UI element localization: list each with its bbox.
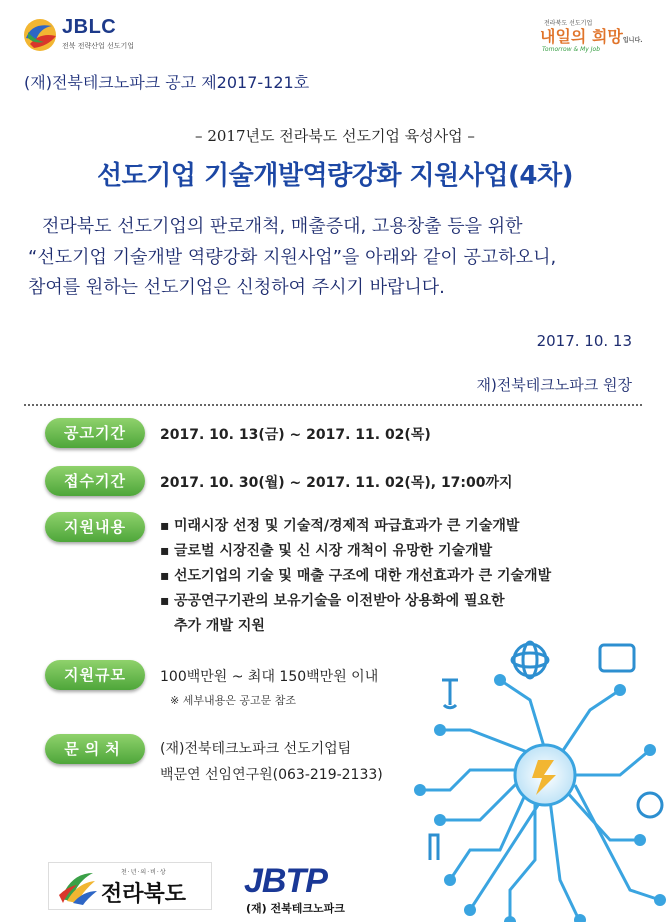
intro-line-3: 참여를 원하는 선도기업은 신청하여 주시기 바랍니다. xyxy=(28,277,445,299)
jeonbuk-slogan: 천·년·의·비·상 xyxy=(121,869,167,876)
list-item: ▪ 선도기업의 기술 및 매출 구조에 대한 개선효과가 큰 기술개발 xyxy=(160,566,650,591)
dotted-divider xyxy=(24,404,642,406)
slogan-logo xyxy=(540,16,650,56)
jeonbuk-swoosh-icon xyxy=(57,869,97,905)
intro-line-2: “선도기업 기술개발 역량강화 지원사업”을 아래와 같이 공고하오니, xyxy=(28,246,557,268)
jblc-swirl-icon xyxy=(22,18,58,52)
slogan-english: Tomorrow & My Job xyxy=(542,46,600,53)
slogan-small-text: 전라북도 선도기업 xyxy=(544,20,593,27)
support-scale-note: ※ 세부내용은 공고문 참조 xyxy=(170,694,296,707)
contact-line-2: 백문연 선임연구원(063-219-2133) xyxy=(160,767,383,783)
application-period-value: 2017. 10. 30(월) ~ 2017. 11. 02(목), 17:00까지 xyxy=(160,475,513,491)
slogan-main: 내일의 희망 xyxy=(540,27,623,46)
support-content-list xyxy=(160,516,650,641)
notice-date: 2017. 10. 13 xyxy=(536,332,632,350)
jbtp-subtitle: (재) 전북테크노파크 xyxy=(246,902,345,915)
slogan-suffix: 입니다. xyxy=(622,37,643,44)
jeonbuk-name: 전라북도 xyxy=(101,882,187,907)
page-subtitle: – 2017년도 전라북도 선도기업 육성사업 – xyxy=(195,127,475,145)
support-scale-value: 100백만원 ~ 최대 150백만원 이내 xyxy=(160,669,379,685)
jblc-logo xyxy=(22,16,142,56)
jeonbuk-logo xyxy=(48,862,212,910)
page-header xyxy=(0,0,670,62)
application-period-label: 접수기간 xyxy=(45,466,145,496)
support-scale-label: 지원규모 xyxy=(45,660,145,690)
intro-paragraph xyxy=(28,212,648,304)
list-item: ▪ 글로벌 시장진출 및 신 시장 개척이 유망한 기술개발 xyxy=(160,541,650,566)
list-item: ▪ 미래시장 선정 및 기술적/경제적 파급효과가 큰 기술개발 xyxy=(160,516,650,541)
jbtp-wordmark: JBTP xyxy=(244,862,327,900)
list-item-continuation: 추가 개발 지원 xyxy=(174,618,265,634)
jbtp-logo xyxy=(244,862,384,914)
jblc-wordmark: JBLC xyxy=(62,16,117,38)
technology-circuit-illustration xyxy=(410,620,670,922)
intro-line-1: 전라북도 선도기업의 판로개척, 매출증대, 고용창출 등을 위한 xyxy=(42,216,523,237)
page-title: 선도기업 기술개발역량강화 지원사업(4차) xyxy=(97,161,573,191)
slogan-main-text xyxy=(540,24,643,47)
issuer: 재)전북테크노파크 원장 xyxy=(476,376,632,394)
jblc-subtitle: 전북 전략산업 선도기업 xyxy=(62,42,135,50)
notice-number: (재)전북테크노파크 공고 제2017-121호 xyxy=(24,73,310,92)
contact-line-1: (재)전북테크노파크 선도기업팀 xyxy=(160,741,352,757)
notice-period-value: 2017. 10. 13(금) ~ 2017. 11. 02(목) xyxy=(160,427,431,443)
notice-period-label: 공고기간 xyxy=(45,418,145,448)
contact-label: 문의처 xyxy=(45,734,145,764)
support-content-label: 지원내용 xyxy=(45,512,145,542)
list-item: ▪ 공공연구기관의 보유기술을 이전받아 상용화에 필요한 xyxy=(160,591,650,616)
